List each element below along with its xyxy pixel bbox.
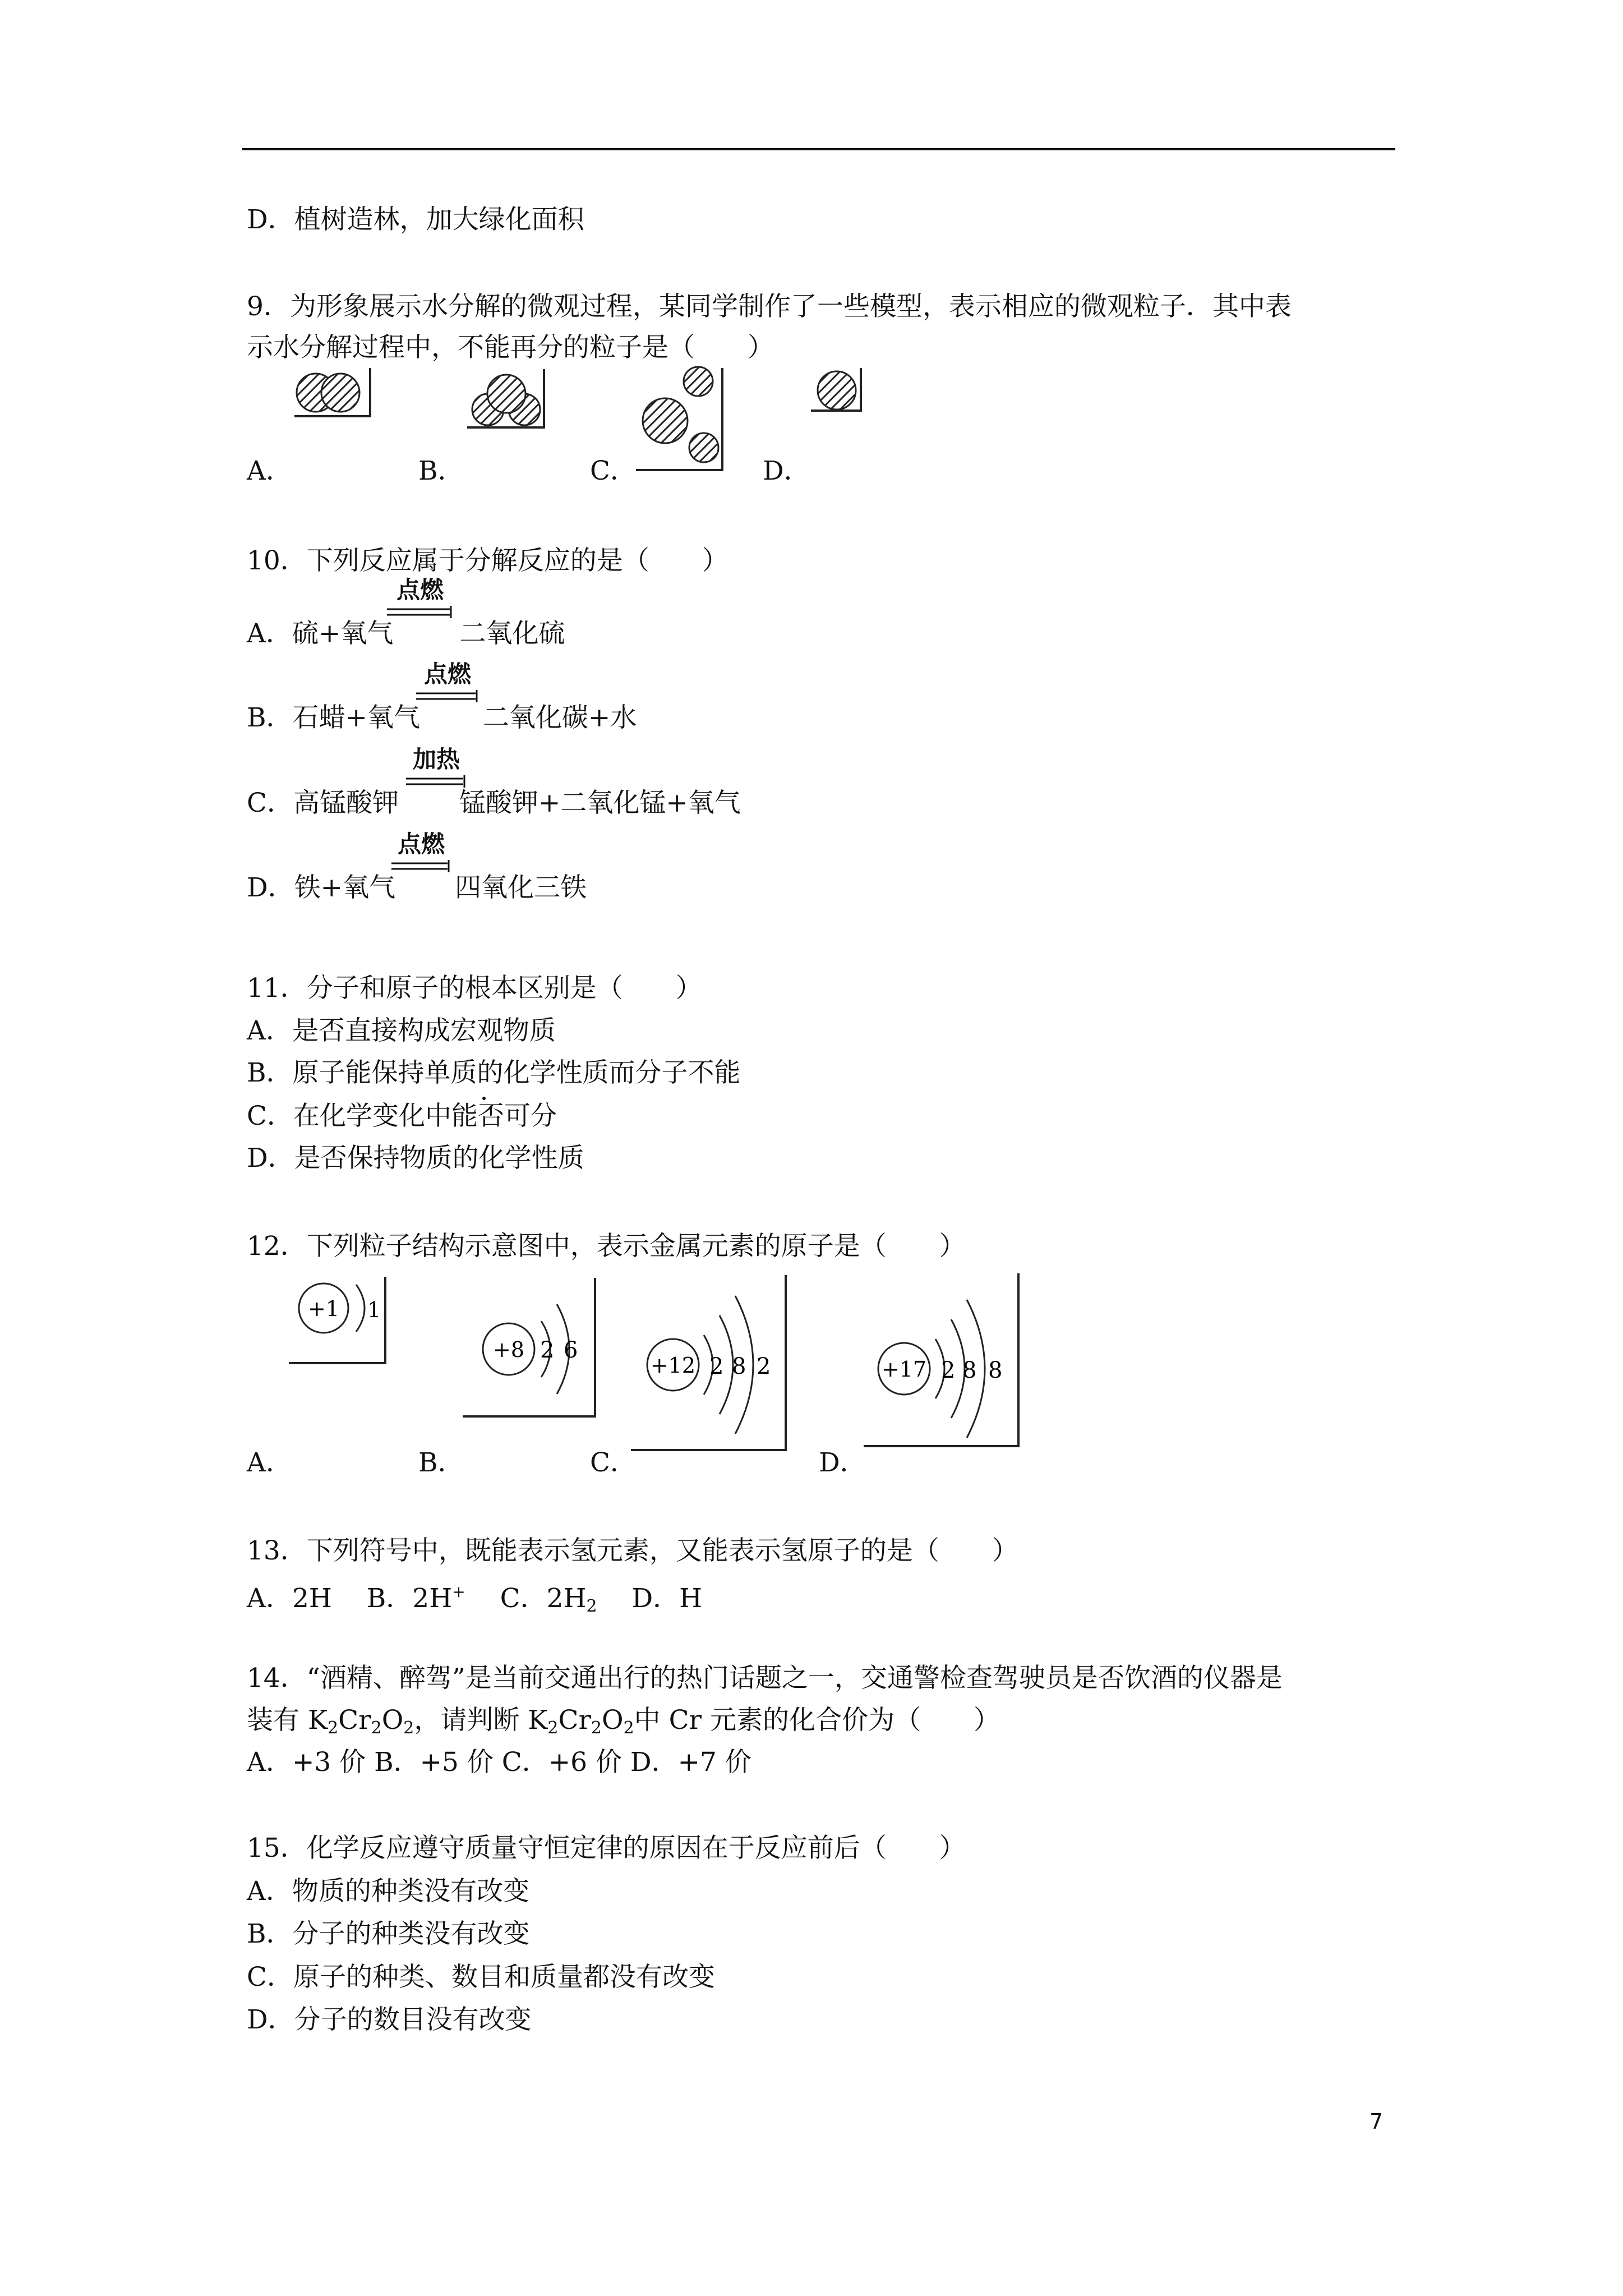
q15-option-b: B．分子的种类没有改变 — [247, 1918, 530, 1949]
q13-stem: 13．下列符号中，既能表示氢元素，又能表示氢原子的是（ ） — [247, 1535, 1018, 1566]
q9-stem-line1: 9．为形象展示水分解的微观过程，某同学制作了一些模型，表示相应的微观粒子．其中表 — [247, 291, 1292, 322]
q11-option-c: C．在化学变化中能否可分 — [247, 1101, 557, 1131]
q12-b-nucleus: +8 — [492, 1337, 525, 1362]
q14-sub-4: 2 — [547, 1718, 559, 1738]
q12-diagram-a — [289, 1273, 387, 1366]
q9-model-b — [463, 365, 552, 432]
q11-option-b: B．原子能保持单质的化学性质而分子不能 — [247, 1057, 741, 1088]
q9-label-c: C． — [590, 455, 637, 486]
q12-d-shell-3: 8 — [988, 1358, 1003, 1383]
q12-stem: 12．下列粒子结构示意图中，表示金属元素的原子是（ ） — [247, 1231, 966, 1262]
q14-text-d: ，请判断 K — [414, 1705, 548, 1736]
q12-diagram-c — [631, 1271, 788, 1456]
q12-a-shell-1: 1 — [367, 1297, 381, 1322]
q10-d-arrow — [391, 832, 451, 877]
q10-c-condition: 加热 — [412, 746, 460, 773]
q12-label-b: B． — [418, 1447, 464, 1478]
q10-d-label: D． — [247, 872, 294, 903]
q14-sub-3: 2 — [403, 1718, 414, 1738]
q12-d-shell-2: 8 — [962, 1358, 977, 1383]
q10-c-label: C． — [247, 788, 293, 818]
q11-option-d: D．是否保持物质的化学性质 — [247, 1143, 584, 1174]
q10-c-left: 高锰酸钾 — [293, 788, 399, 818]
q14-text-e: Cr — [558, 1705, 591, 1736]
q12-label-c: C． — [590, 1447, 637, 1478]
q12-a-nucleus: +1 — [307, 1296, 340, 1321]
q9-model-d — [808, 365, 869, 415]
q11-stem: 11．分子和原子的根本区别是（ ） — [247, 973, 702, 1004]
q14-text-g: 中 Cr 元素的化合价为（ ） — [634, 1705, 1000, 1736]
q9-model-c — [634, 365, 729, 477]
q12-diagram-b — [463, 1273, 597, 1419]
q9-label-d: D． — [763, 455, 810, 486]
q9-stem-line2: 示水分解过程中，不能再分的粒子是（ ） — [247, 332, 774, 363]
q14-sub-1: 2 — [328, 1718, 339, 1738]
q14-text-b: Cr — [338, 1705, 371, 1736]
q10-d-left: 铁+氧气 — [294, 872, 396, 903]
q13-plus-sup: + — [452, 1582, 465, 1601]
q10-b-label: B． — [247, 702, 293, 733]
q10-a-label: A． — [247, 618, 292, 649]
q10-d-right: 四氧化三铁 — [455, 872, 587, 903]
q9-label-a: A． — [247, 455, 292, 486]
q12-c-nucleus: +12 — [650, 1353, 696, 1378]
q10-a-right: 二氧化硫 — [459, 618, 565, 649]
q12-c-shell-3: 2 — [757, 1354, 771, 1379]
q10-c-arrow — [406, 747, 467, 792]
q13-opt-d: D．H — [597, 1583, 703, 1614]
q12-c-shell-1: 2 — [709, 1354, 724, 1379]
q10-b-right: 二氧化碳+水 — [482, 702, 637, 733]
q10-a-condition: 点燃 — [396, 576, 444, 604]
q11-option-a: A．是否直接构成宏观物质 — [247, 1015, 556, 1046]
q13-c-sub: 2 — [586, 1596, 597, 1616]
q14-sub-2: 2 — [371, 1718, 382, 1738]
q14-sub-6: 2 — [623, 1718, 634, 1738]
q10-b-condition: 点燃 — [423, 660, 471, 688]
header-rule — [242, 148, 1395, 150]
q12-c-shell-2: 8 — [732, 1354, 746, 1379]
q14-answers: A．+3 价 B．+5 价 C．+6 价 D．+7 价 — [247, 1747, 751, 1778]
q12-b-shell-2: 6 — [564, 1337, 578, 1363]
q14-stem-line1: 14．“酒精、醉驾”是当前交通出行的热门话题之一，交通警检查驾驶员是否饮酒的仪器是 — [247, 1663, 1283, 1694]
q10-stem: 10．下列反应属于分解反应的是（ ） — [247, 545, 728, 576]
q13-opt-c: C．2H — [465, 1583, 587, 1614]
stray-dot — [482, 1097, 486, 1100]
q14-text-c: O — [381, 1705, 404, 1736]
q12-b-shell-1: 2 — [540, 1337, 555, 1363]
q9-label-b: B． — [418, 455, 464, 486]
q15-option-d: D．分子的数目没有改变 — [247, 2004, 532, 2035]
q13-options — [247, 1575, 702, 1623]
q15-stem: 15．化学反应遵守质量守恒定律的原因在于反应前后（ ） — [247, 1833, 966, 1864]
q14-stem-line2 — [247, 1704, 1000, 1745]
page-number: 7 — [1370, 2109, 1384, 2134]
q12-diagram-d — [864, 1269, 1021, 1448]
q12-label-a: A． — [247, 1447, 292, 1478]
q10-a-arrow — [387, 578, 453, 623]
q15-option-a: A．物质的种类没有改变 — [247, 1876, 529, 1907]
q9-model-a — [289, 365, 379, 421]
q10-d-condition: 点燃 — [397, 830, 445, 858]
q12-d-shell-1: 2 — [941, 1358, 956, 1383]
q13-opt-ab: A．2H B．2H — [247, 1583, 453, 1614]
q10-b-left: 石蜡+氧气 — [292, 702, 420, 733]
q14-sub-5: 2 — [591, 1718, 602, 1738]
q15-option-c: C．原子的种类、数目和质量都没有改变 — [247, 1962, 715, 1993]
q12-d-nucleus: +17 — [881, 1357, 927, 1382]
q12-label-d: D． — [819, 1447, 866, 1478]
q10-option-c — [247, 786, 741, 820]
q10-c-right: 锰酸钾+二氧化锰+氧气 — [459, 788, 741, 818]
q8-option-d: D．植树造林，加大绿化面积 — [247, 204, 584, 235]
q10-b-arrow — [416, 662, 479, 707]
q14-text-a: 装有 K — [247, 1705, 328, 1736]
q14-text-f: O — [602, 1705, 624, 1736]
q10-a-left: 硫+氧气 — [292, 618, 394, 649]
